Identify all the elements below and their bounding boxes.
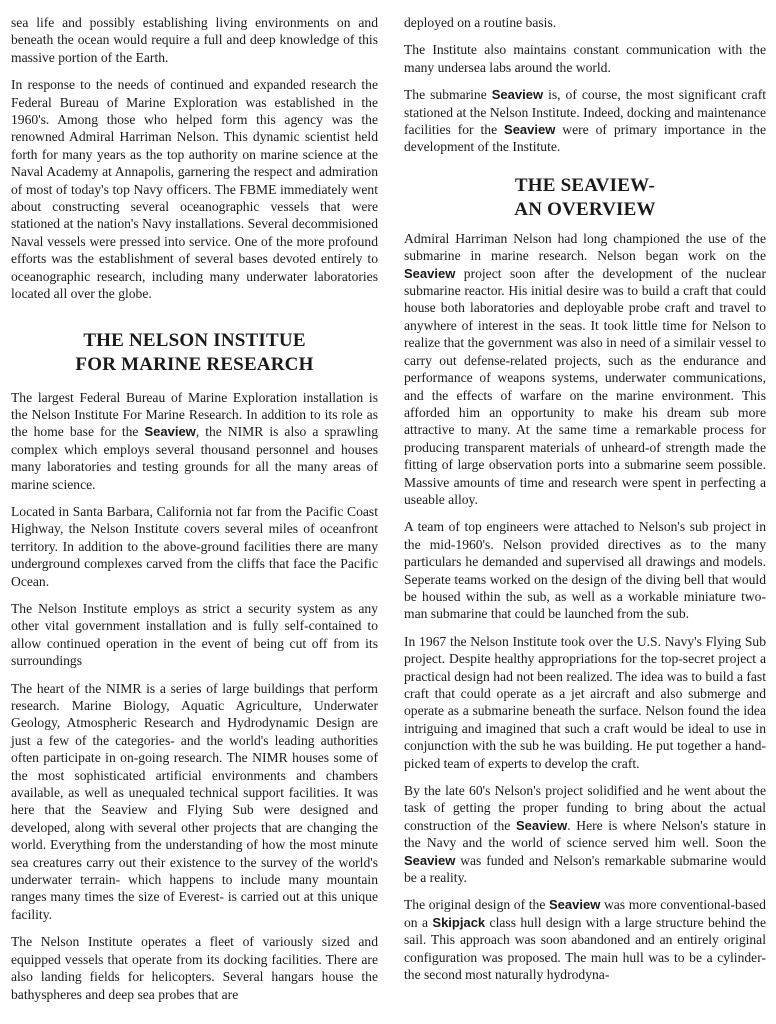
ship-name: Seaview <box>491 87 544 103</box>
right-column <box>404 14 766 994</box>
heading-line: FOR MARINE RESEARCH <box>75 353 314 375</box>
ship-name: Seaview <box>504 122 556 138</box>
text-run: class hull design with a large structure behind the sail. This approach was soon abandoned and an entirely original configuration was proposed. The main hull was to be a cylinder- the second most naturally hydrodyna- <box>404 914 766 983</box>
text-run: The original design of the <box>404 897 549 913</box>
section-heading-seaview-overview <box>404 174 766 222</box>
paragraph: The Nelson Institute employs as strict a security system as any other vital government installation and is fully self-contained to allow continued operation in the event of being cut off from its surroundings <box>11 600 378 669</box>
text-run: is, of course, the most significant craft stationed at the Nelson Institute. Indeed, docking and maintenance facilities for the <box>404 87 767 138</box>
paragraph <box>404 896 766 983</box>
text-run: was more conventional-based on a <box>404 897 766 930</box>
paragraph: A team of top engineers were attached to Nelson's sub project in the mid-1960's. Nelson provided directives as to the many particulars he demanded and supervised all drawings and models. Seperate teams worked on the design of the diving bell that would be housed within the sub, as well as a workable miniature two-man submarine that could be launched from the sub. <box>404 519 766 622</box>
ship-name: Seaview <box>404 852 456 868</box>
section-heading-nelson-institute <box>11 329 378 377</box>
text-run: , the NIMR is also a sprawling complex which employs several thousand personnel and houses many laboratories and testing grounds for all the many areas of marine science. <box>11 424 378 492</box>
text-run: By the late 60's Nelson's project solidified and he went about the task of getting the proper funding to bring about the actual construction of the <box>404 783 766 833</box>
paragraph: The Institute also maintains constant communication with the many undersea labs around the world. <box>404 42 766 75</box>
text-run: The submarine <box>404 87 492 103</box>
heading-line: AN OVERVIEW <box>514 198 656 220</box>
ship-name: Seaview <box>144 424 196 440</box>
paragraph <box>11 389 378 493</box>
paragraph: The heart of the NIMR is a series of large buildings that perform research. Marine Biology, Aquatic Agriculture, Underwater Geology, Atmospheric Research and Hydrodynamic Design are just a few of the categories- and the world's leading authorities often participate in on-going research. The NIMR houses some of the most sophisticated artificial environments and chambers available, as well as unequaled technical support facilities. It was here that the Seaview and Flying Sub were designed and developed, along with several other projects that are changing the world. Everything from the understanding of how the most minute sea creatures carry out their existence to the survey of the world's underwater terrain- which happens to include many mountain ranges many times the size of Everest- is carried out at this unique facility. <box>11 680 378 922</box>
paragraph: The Nelson Institute operates a fleet of variously sized and equipped vessels that operate from its docking facilities. There are also landing fields for helicopters. Several hangars house the bathyspheres and deep sea probes that are <box>11 934 378 1002</box>
text-run: were of primary importance in the development of the Institute. <box>404 122 766 155</box>
left-column <box>11 14 378 1013</box>
paragraph: In 1967 the Nelson Institute took over the U.S. Navy's Flying Sub project. Despite healthy appropriations for the top-secret project a practical design had not been realized. The idea was to build a fast craft that could operate as a jet aircraft and also submerge and operate as a submarine beneath the surface. Nelson found the idea intriguing and imagined that such a craft would be ideal to use in conjunction with the sub he was building. He put together a hand-picked team of experts to develop the craft. <box>404 633 766 771</box>
text-run: was funded and Nelson's remarkable submarine would be a reality. <box>404 852 766 886</box>
ship-name: Seaview <box>515 817 568 833</box>
heading-line: THE NELSON INSTITUE <box>83 329 306 351</box>
text-run: project soon after the development of the nuclear submarine reactor. His initial desire was to build a craft that could house both laboratories and deployable probe craft and travel to anywhere of interest in the seas. It took little time for Nelson to realize that the government was also in need of a similair vessel to carry out defense-related projects, such as the endurance and performance of weapons systems, underwater communications, and the effects of warfare on the marine environment. This afforded him an opportunity to make his dream sub more attractive to many. At the same time a remarkable process for producing transparent materials of unheard-of strength made the fitting of large observation ports into a submarine seem possible. Massive amounts of time and research were spent in perfecting a useable alloy. <box>404 265 766 507</box>
paragraph: Located in Santa Barbara, California not far from the Pacific Coast Highway, the Nelson Institute covers several miles of oceanfront territory. In addition to the above-ground facilities there are many underground complexes carved from the cliffs that face the Pacific Ocean. <box>11 503 378 589</box>
ship-name: Seaview <box>404 265 456 281</box>
ship-name: Seaview <box>549 897 601 913</box>
text-run: . Here is where Nelson's stature in the Navy and the world of science served him well. Soon the <box>404 817 766 851</box>
ship-name: Skipjack <box>432 914 486 930</box>
paragraph <box>404 86 766 156</box>
paragraph: In response to the needs of continued and expanded research the Federal Bureau of Marine Exploration was established in the 1960's. Among those who helped form this agency was the renowned Admiral Harriman Nelson. This dynamic scientist held forth for many years as the top authority on marine science at the Naval Academy at Annapolis, garnering the respect and admiration of most of today's top Navy officers. The FBME immediately went about constructing several oceanographic vessels that were stationed at the nation's Navy installations. Several decommisioned Naval vessels were pressed into service. One of the more profound efforts was the establishment of several bases devoted entirely to oceanographic research, including many underwater laboratories located all over the globe. <box>11 77 378 302</box>
paragraph <box>404 782 766 886</box>
paragraph: sea life and possibly establishing living environments on and beneath the ocean would require a full and deep knowledge of this massive portion of the Earth. <box>11 15 378 65</box>
text-run: The largest Federal Bureau of Marine Exploration installation is the Nelson Institute For Marine Research. In addition to its role as the home base for the <box>11 389 378 440</box>
heading-line: THE SEAVIEW- <box>514 174 656 196</box>
paragraph: deployed on a routine basis. <box>404 15 557 30</box>
paragraph <box>404 230 766 509</box>
text-run: Admiral Harriman Nelson had long championed the use of the submarine in marine research. Nelson began work on the <box>404 230 766 264</box>
